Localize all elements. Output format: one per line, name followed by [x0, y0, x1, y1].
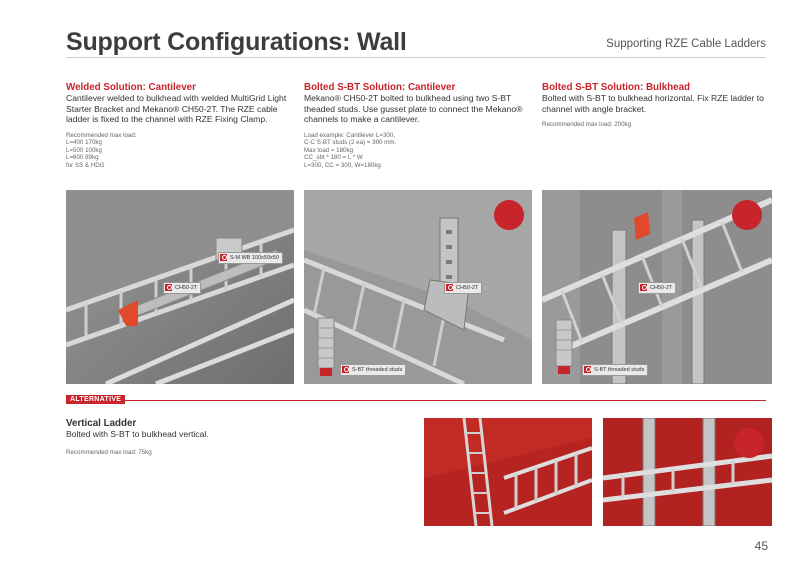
- image-label: [340, 364, 406, 376]
- magnifier-icon: [640, 284, 647, 291]
- image-label: [638, 282, 676, 294]
- section-body: Mekano® CH50-2T bolted to bulkhead using two S-BT theaded studs. Use gusset plate to connect the Mekano® channels to make a cantilever.: [304, 93, 523, 124]
- page-number: 45: [754, 539, 768, 553]
- image-vertical-ladder-detail: [603, 418, 772, 526]
- section-heading: Bolted S-BT Solution: Bulkhead: [542, 82, 691, 93]
- image-welded-cantilever: [66, 190, 294, 384]
- product-badge-icon: [494, 200, 524, 230]
- section-body: Bolted with S-BT to bulkhead horizontal. Fix RZE ladder to channel with angle bracket.: [542, 93, 764, 114]
- section-welded-cantilever: [66, 82, 294, 169]
- image-label: [218, 252, 283, 264]
- section-bolted-cantilever: [304, 82, 532, 169]
- image-label-text: S-M WB 100x50x50: [230, 255, 279, 261]
- alternative-badge: ALTERNATIVE: [66, 395, 125, 404]
- magnifier-icon: [342, 366, 349, 373]
- section-spec: Recommended max load: 75kg: [66, 448, 152, 456]
- section-body: Bolted with S-BT to bulkhead vertical.: [66, 429, 209, 439]
- section-spec: Recommended max load: 200kg: [542, 121, 632, 128]
- section-heading: Welded Solution: Cantilever: [66, 82, 196, 93]
- section-spec: Load example: Cantilever L=300, C-C S-BT studs (2 ea) = 300 mm. Max load = 180kg CC_sbt * 180 = L * W L=300, CC = 300, W=180kg: [304, 131, 397, 169]
- image-bolted-bulkhead: [542, 190, 772, 384]
- page-subtitle: Supporting RZE Cable Ladders: [606, 38, 766, 50]
- image-label-text: CH50-2T: [175, 285, 198, 291]
- section-spec: Recommended max load: L=400 170kg L=500 100kg L=600 69kg for SS & HDG: [66, 131, 137, 169]
- section-body: Cantilever welded to bulkhead with welded MultiGrid Light Starter Bracket and Mekano® CH50-2T. The RZE cable ladder is fixed to the channel with RZE Fixing Clamp.: [66, 93, 287, 124]
- magnifier-icon: [220, 254, 227, 261]
- section-heading: Bolted S-BT Solution: Cantilever: [304, 82, 456, 93]
- magnifier-icon: [584, 366, 591, 373]
- product-badge-icon: [734, 428, 764, 458]
- header-divider: [66, 57, 766, 58]
- image-label: [163, 282, 201, 294]
- section-vertical-ladder: [66, 418, 366, 456]
- magnifier-icon: [446, 284, 453, 291]
- product-badge-icon: [732, 200, 762, 230]
- image-bolted-cantilever: [304, 190, 532, 384]
- section-bolted-bulkhead: [542, 82, 772, 129]
- image-label: [444, 282, 482, 294]
- section-heading: Vertical Ladder: [66, 418, 137, 429]
- image-vertical-ladder-wide: [424, 418, 592, 526]
- alternative-divider: [66, 400, 766, 401]
- image-label-text: CH50-2T: [456, 285, 479, 291]
- render-vertical-ladder-wide: [424, 418, 592, 526]
- page-title: Support Configurations: Wall: [66, 28, 407, 56]
- image-label-text: S-BT threaded studs: [594, 367, 645, 373]
- image-label-text: CH50-2T: [650, 285, 673, 291]
- image-label-text: S-BT threaded studs: [352, 367, 403, 373]
- image-label: [582, 364, 648, 376]
- magnifier-icon: [165, 284, 172, 291]
